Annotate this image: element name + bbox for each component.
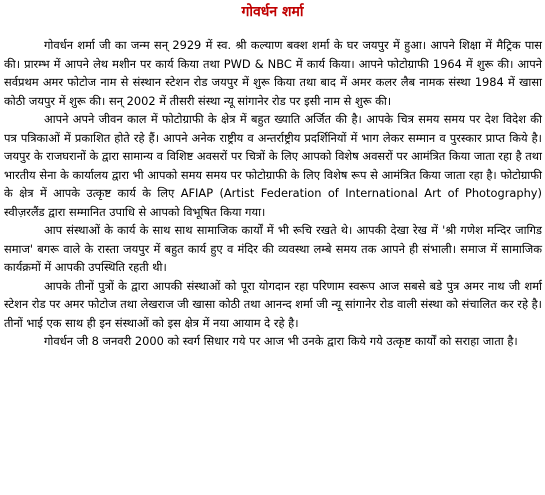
- biography-body: [4, 36, 542, 351]
- paragraph-career-achievements: आपने अपने जीवन काल में फोटोग्राफी के क्षेत्र में बहुत ख्याति अर्जित की है। आपके चित्र समय समय पर देश विदेश की पत्र पत्रिकाओं में प्रकाशित होते रहे हैं। आपने अनेक राष्ट्रीय व अन्तर्राष्ट्रीय प्रदर्शिनियों में भाग लेकर सम्मान व पुरस्कार प्राप्त किये है। जयपुर के राजघरानों के द्वारा सामान्य व विशिष्ट अवसरों पर चित्रों के लिए आपको विशेष अवसरों पर आमंत्रित किया जाता रहा है तथा भारतीय सेना के कार्यालय द्वारा भी आपको समय समय पर फोटोग्राफी के लिए विशेष रूप से आमंत्रित किया जाता रहा है। फोटोग्राफी के क्षेत्र में आपके उत्कृष्ट कार्य के लिए AFIAP (Artist Federation of International Art of Photography) स्वीज़रलैंड द्वारा सम्मानित उपाधि से आपको विभूषित किया गया।: [4, 112, 542, 219]
- paragraph-death: गोवर्धन जी 8 जनवरी 2000 को स्वर्ग सिधार गये पर आज भी उनके द्वारा किये गये उत्कृष्ट कार्यों को सराहा जाता है।: [44, 334, 518, 348]
- paragraph-family-legacy: आपके तीनों पुत्रों के द्वारा आपकी संस्थाओं को पूरा योगदान रहा परिणाम स्वरूप आज सबसे बडे पुत्र अमर नाथ जी शर्मा स्टेशन रोड पर अमर फोटोज तथा लेखराज जी खासा कोठी तथा आनन्द शर्मा जी न्यू सांगानेर रोड वाली संस्था को संचालित कर रहे है। तीनों भाई एक साथ ही इन संस्थाओं को इस क्षेत्र में नया आयाम दे रहे है।: [4, 278, 542, 330]
- paragraph-early-life: गोवर्धन शर्मा जी का जन्म सन् 2929 में स्व. श्री कल्याण बक्श शर्मा के घर जयपुर में हुआ। आपने शिक्षा में मैट्रिक पास की। प्रारम्भ में आपने लेथ मशीन पर कार्य किया तथा PWD & NBC में कार्य किया। आपने फोटोग्राफी 1964 में शुरू की। आपने सर्वप्रथम अमर फोटोज नाम से संस्थान स्टेशन रोड जयपुर में शुरू किया तथा बाद में अमर कलर लैब नामक संस्था 1984 में खासा कोठी जयपुर में शुरू की। सन् 2002 में तीसरी संस्था न्यू सांगानेर रोड पर इसी नाम से शुरू की।: [4, 38, 542, 108]
- paragraph-social-work: आप संस्थाओं के कार्य के साथ साथ सामाजिक कार्यों में भी रूचि रखते थे। आपकी देखा रेख में 'श्री गणेश मन्दिर जागिड समाज' बगरू वाले के रास्ता जयपुर में बहुत कार्य हुए व मंदिर की व्यवस्था लम्बे समय तक आपने ही संभाली। समाज में सामाजिक कार्यक्रमों में आपकी उपस्थिति रहती थी।: [4, 223, 542, 274]
- page-title: गोवर्धन शर्मा: [241, 4, 304, 20]
